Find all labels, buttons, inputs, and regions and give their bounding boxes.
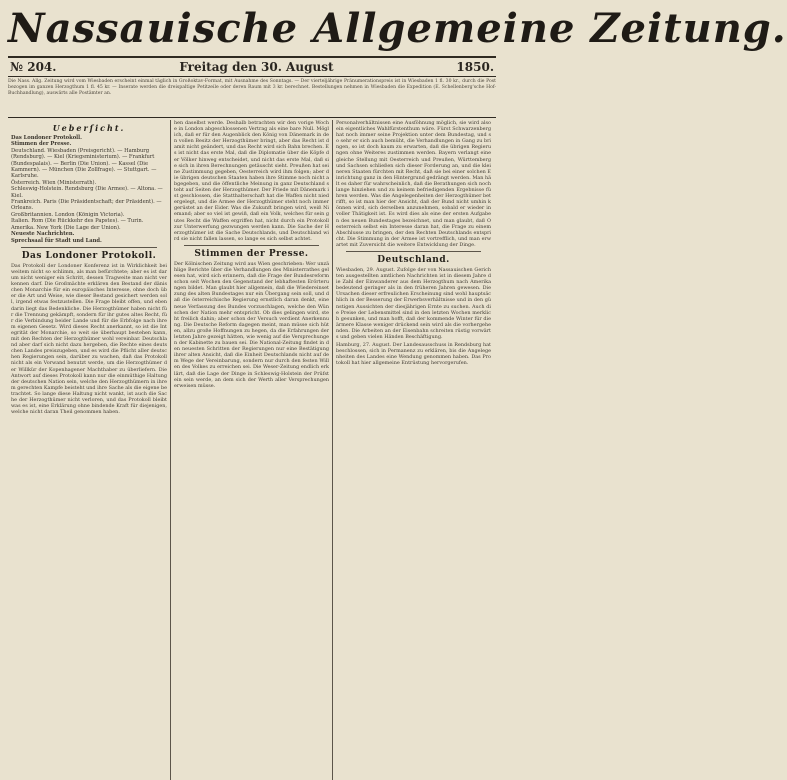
column-1: [8, 120, 170, 780]
article-heading: Das Londoner Protokoll.: [21, 250, 157, 261]
divider: [21, 247, 157, 248]
article-body: hen daselbst werde. Deshalb betrachten wir den vorige Woche in London abgeschlossenen Vertrag als eine bare Null. Möglich, daß er für den Augenblick den König von Dänemark in den vollen Besitz der Herzogthümer bringt, aber das Recht ist damit nicht geändert, und das Recht wird sich Bahn brechen. Es ist nicht das erste Mal, daß die Diplomatie über die Köpfe der Völker hinweg entscheidet, und nicht das erste Mal, daß sie sich in ihren Berechnungen getäuscht sieht. Preußen hat seine Zustimmung gegeben, Oesterreich wird ihm folgen; aber die übrigen deutschen Staaten haben ihre Stimme noch nicht abgegeben, und die öffentliche Meinung in ganz Deutschland steht auf Seiten der Herzogthümer. Der Friede mit Dänemark ist geschlossen, die Statthalterschaft hat die Waffen nicht niedergelegt, und die Armee der Herzogthümer steht noch immer gerüstet an der Eider. Was die Zukunft bringen wird, weiß Niemand; aber so viel ist gewiß, daß ein Volk, welches für sein gutes Recht die Waffen ergriffen hat, nicht durch ein Protokoll zur Unterwerfung gezwungen werden kann. Die Sache der Herzogthümer ist die Sache Deutschlands, und Deutschland wird sie nicht fallen lassen, so lange es sich selbst achtet.: [174, 120, 329, 242]
toc-item: Deutschland. Wiesbaden (Preisgericht). — Hamburg (Rendsburg). — Kiel (Kriegsministerium). — Frankfurt (Bundespalais). — Berlin (Die Union). — Kassel (Die Kammern). — München (Die Zollfrage). — Stuttgart. — Karlsruhe.: [11, 147, 157, 180]
article-body: Der Kölnischen Zeitung wird aus Wien geschrieben: Wer unzählige Berichte über die Verhandlungen des Ministerrathes gelesen hat, wird sich erinnern, daß die Frage der Bundesreform schon seit Wochen den Gegenstand der lebhaftesten Erörterungen bildet. Man glaubt hier allgemein, daß die Wiedereinsetzung des alten Bundestages nur ein Übergang sein soll, und daß die österreichische Regierung ernstlich daran denkt, eine neue Verfassung des Bundes vorzuschlagen, welche den Wünschen der Nation mehr entspricht. Ob dies gelingen wird, steht freilich dahin; aber schon der Versuch verdient Anerkennung. Die Deutsche Reform dagegen meint, man müsse sich hüten, allzu große Hoffnungen zu hegen, da die Erfahrungen der letzten Jahre gezeigt hätten, wie wenig auf die Versprechungen der Kabinette zu bauen sei. Die National-Zeitung findet in den neuesten Schritten der Regierungen nur eine Bestätigung ihrer alten Ansicht, daß die Einheit Deutschlands nicht auf dem Wege der Vereinbarung, sondern nur durch den festen Willen des Volkes zu erreichen sei. Die Weser-Zeitung endlich erklärt, daß die Lage der Dinge in Schleswig-Holstein der Prüfstein sein werde, an dem sich der Werth aller Versprechungen erweisen müsse.: [174, 260, 329, 389]
toc-heading: Ueberſicht.: [52, 123, 126, 133]
section-heading: Stimmen der Presse.: [194, 248, 309, 259]
toc-item: Italien. Rom (Die Rückkehr des Papstes). — Turin.: [11, 218, 144, 225]
toc-item: Frankreich. Paris (Die Präsidentschaft; der Präsident). — Orleans.: [11, 199, 162, 212]
masthead-title: Nassauische Allgemeine Zeitung.: [8, 5, 787, 52]
toc-item: Schleswig-Holstein. Rendsburg (Die Armee). — Altona. — Kiel.: [11, 186, 163, 199]
issue-year: 1850.: [456, 60, 494, 74]
dateline: [8, 56, 496, 77]
toc-list: [11, 135, 167, 244]
toc-item: Stimmen der Presse.: [11, 141, 72, 148]
article-body: Wiesbaden, 29. August. Zufolge der von Nassauischen Gerichten ausgestellten amtlichen Nachrichten ist in diesem Jahre die Zahl der Einwanderer aus dem Herzogthum nach Amerika bedeutend geringer als in den früheren Jahren gewesen. Die Ursachen dieser erfreulichen Erscheinung sind wohl hauptsächlich in der Besserung der Erwerbsverhältnisse und in den günstigen Aussichten der diesjährigen Ernte zu suchen. Auch die Preise der Lebensmittel sind in den letzten Wochen merklich gesunken, und man hofft, daß der kommende Winter für die ärmere Klasse weniger drückend sein wird als die vorhergehenden. Die Arbeiten an der Eisenbahn schreiten rüstig vorwärts und geben vielen Händen Beschäftigung.: [336, 266, 491, 340]
toc-item: Das Londoner Protokoll.: [11, 135, 82, 141]
section-heading: Deutschland.: [377, 254, 450, 265]
toc-item: Sprechsaal für Stadt und Land.: [11, 237, 102, 244]
toc-item: Neueste Nachrichten.: [11, 231, 75, 238]
issue-date: Freitag den 30. August: [179, 60, 334, 74]
article-body: Das Protokoll der Londoner Konferenz ist in Wirklichkeit bei weitem nicht so schlimm, als man befürchtete; aber es ist darum nicht weniger ein Schritt, dessen Tragweite man nicht verkennen darf. Die Großmächte erklären den Bestand der dänischen Monarchie für ein europäisches Interesse, ohne doch über die Art und Weise, wie dieser Bestand gesichert werden soll, irgend etwas festzustellen. Die Frage bleibt offen, und eben darin liegt das Bedenkliche. Die Herzogthümer haben nicht für die Trennung gekämpft, sondern für ihr gutes altes Recht, für die Verbindung beider Lande und für die Erbfolge nach ihrem eigenen Gesetz. Wird dieses Recht anerkannt, so ist die Integrität der Monarchie, so weit sie überhaupt bestehen kann, mit den Rechten der Herzogthümer wohl vereinbar. Deutschland aber darf sich nicht dazu hergeben, die Rechte eines deutschen Landes preiszugeben, und es wird die Pflicht aller deutschen Regierungen sein, darüber zu wachen, daß das Protokoll nicht als ein Vorwand benutzt werde, um die Herzogthümer der Willkür der Kopenhagener Machthaber zu überliefern. Die Antwort auf dieses Protokoll kann nur die einmüthige Haltung der deutschen Nation sein, welche den Herzogthümern in ihrem gerechten Kampfe beisteht und ihre Sache als die eigene betrachtet. So lange diese Haltung nicht wankt, ist auch die Sache der Herzogthümer nicht verloren, und das Protokoll bleibt was es ist, eine Erklärung ohne bindende Kraft für diejenigen, welche nicht daran Theil genommen haben.: [11, 262, 168, 416]
column-3: [332, 120, 494, 780]
article-body: Hamburg, 27. August. Der Landesausschuss in Rendsburg hat beschlossen, sich in Permanenz zu erklären, bis die Angelegenheiten des Landes eine Wendung genommen haben. Das Protokoll hat hier allgemeine Entrüstung hervorgerufen.: [336, 342, 491, 367]
divider: [184, 245, 319, 246]
column-2: [170, 120, 332, 780]
article-body: Personalverhältnissen eine Ausföhnung möglich, sie wird also ein eigentliches Wahlfürstenthum wäre. Fürst Schwarzenberg hat noch immer seine Projektion unter dem Bundestag, und so sehr er sich auch bemüht, die Verhandlungen in Gang zu bringen, so ist doch kaum zu erwarten, daß die übrigen Regierungen ohne Weiteres zustimmen werden. Bayern verlangt eine gleiche Stellung mit Oesterreich und Preußen, Württemberg und Sachsen schließen sich dieser Forderung an, und die kleineren Staaten fürchten mit Recht, daß sie bei einer solchen Einrichtung ganz in den Hintergrund gedrängt werden. Man hält es daher für wahrscheinlich, daß die Berathungen sich noch lange hinziehen und zu keinem befriedigenden Ergebnisse führen werden. Was die Angelegenheiten der Herzogthümer betrifft, so ist man hier der Ansicht, daß der Bund nicht umhin können wird, sich derselben anzunehmen, sobald er wieder in voller Thätigkeit ist. Es wird dies als eine der ersten Aufgaben des neuen Bundestages bezeichnet, und man glaubt, daß Oesterreich selbst ein Interesse daran hat, die Frage zu einem Abschlusse zu bringen, der den Rechten Deutschlands entspricht. Die Stimmung in der Armee ist vortrefflich, und man erwartet mit Zuversicht die weitere Entwicklung der Dinge.: [336, 120, 492, 248]
toc-item: Amerika. New York (Die Lage der Union).: [11, 224, 121, 231]
column-layout: [8, 120, 496, 780]
toc-item: Großbritannien. London (Königin Victoria).: [11, 211, 125, 218]
toc-item: Österreich. Wien (Ministerrath).: [11, 179, 97, 186]
divider: [346, 251, 481, 252]
subscription-info: Die Nass. Allg. Zeitung wird vom Wiesbaden erscheint einmal täglich in Großoktav-Format, mit Ausnahme des Sonntags. — Der vierteljährige Pränumerationspreis ist in Wiesbaden 1 fl. 30 kr., durch die Post bezogen im ganzen Herzogthum 1 fl. 45 kr. — Inserate werden die dreispaltige Petitzeile oder deren Raum mit 3 kr. berechnet. Bestellungen nehmen in Wiesbaden die Expedition (E. Schellenberg'sche Hof-Buchhandlung), auswärts alle Postämter an.: [8, 77, 496, 118]
issue-number: № 204.: [10, 60, 57, 74]
